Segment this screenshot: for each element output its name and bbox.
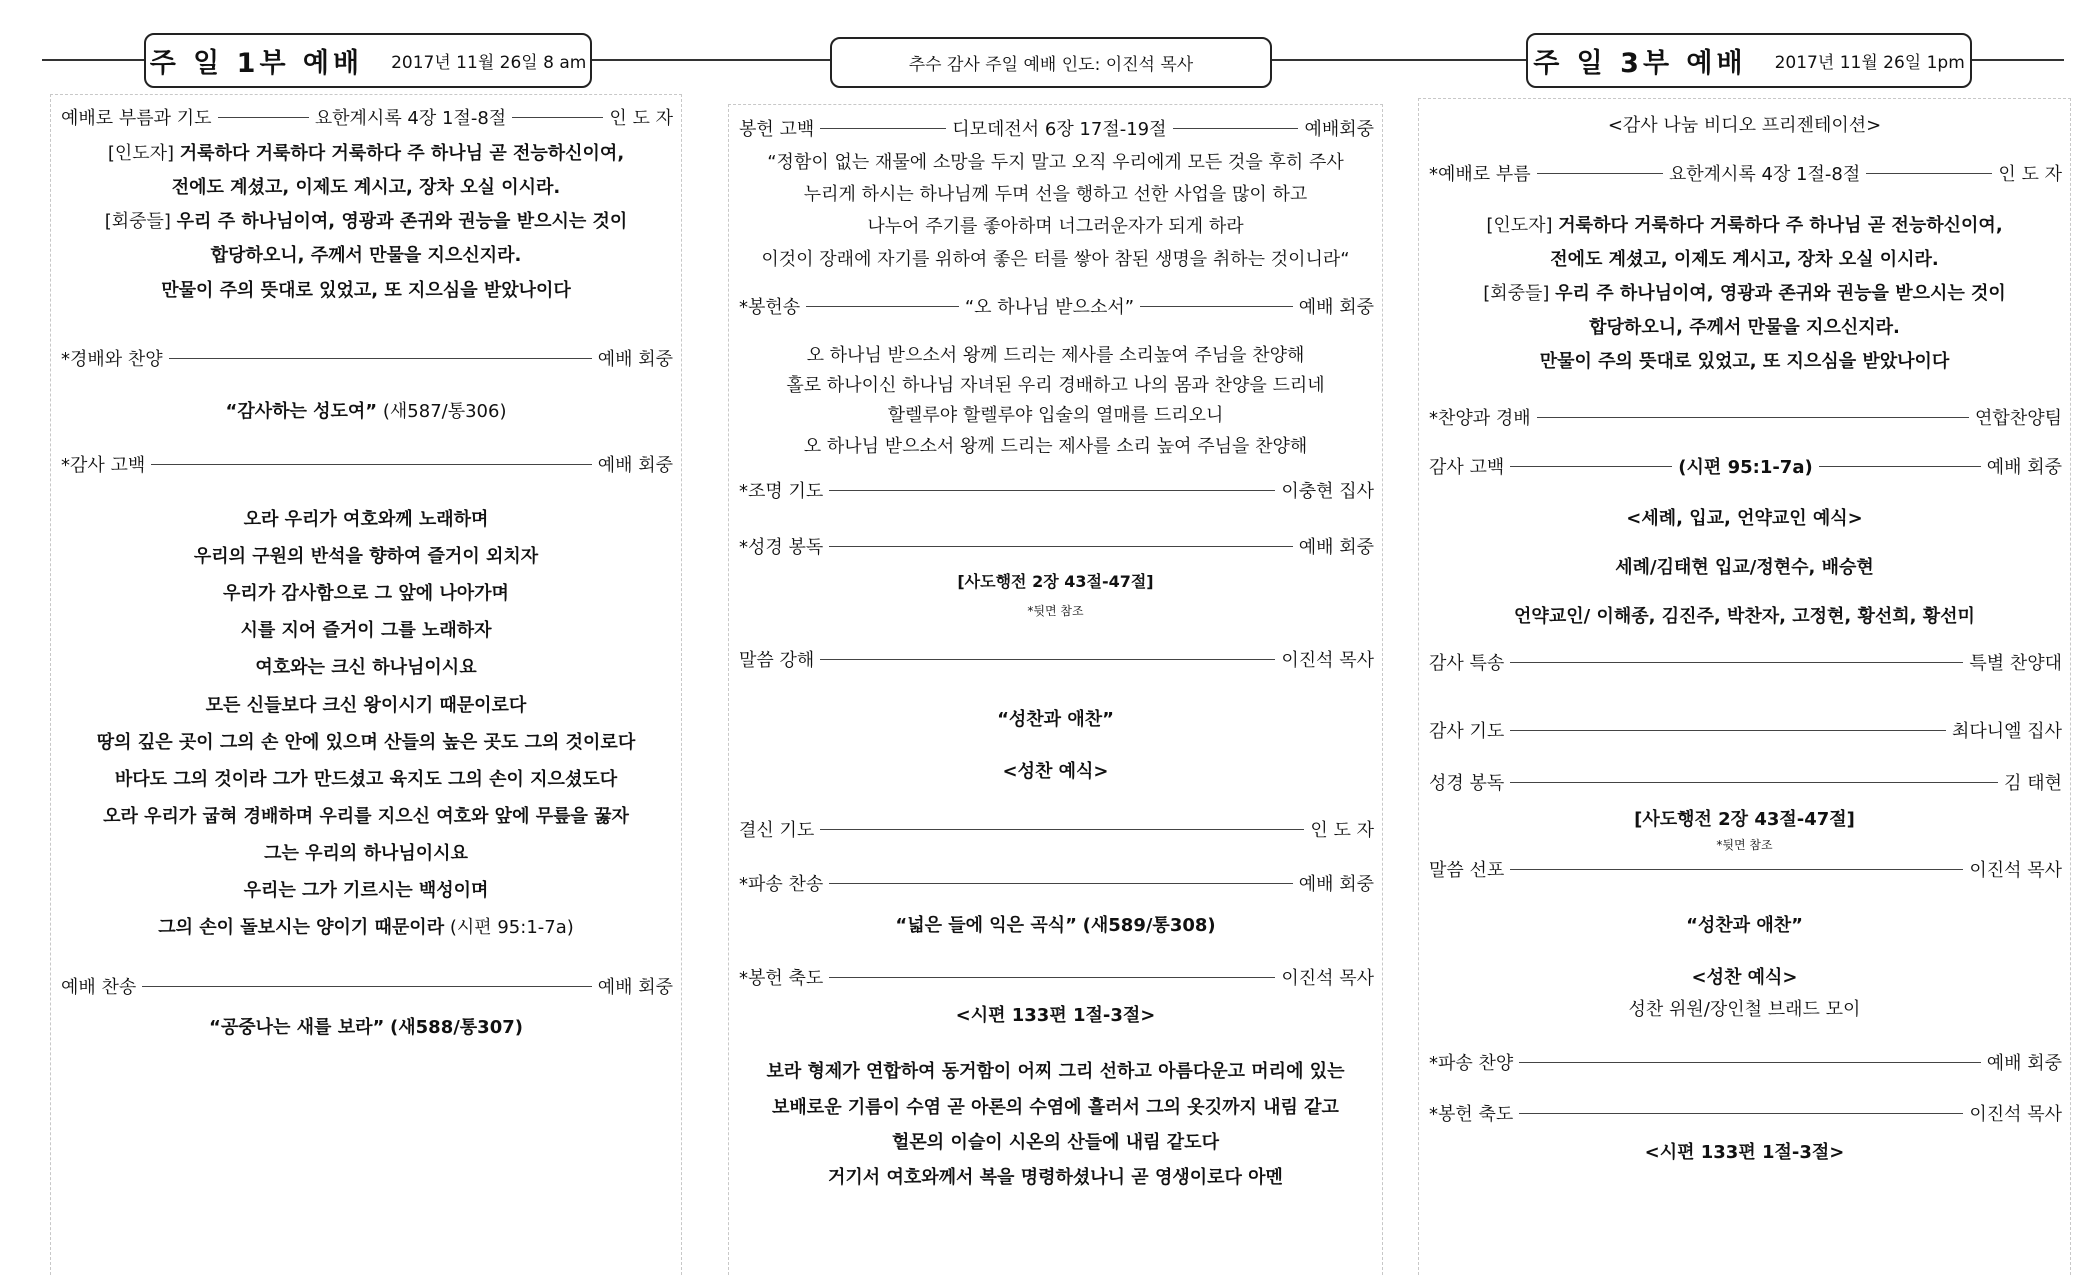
people-line-2: 합당하오니, 주께서 만물을 지으신지라. [210,245,522,266]
sermon-title: “성찬과 애찬” [1686,915,1803,936]
benediction-row: *봉헌 축도 이진석 목사 [1429,1104,2062,1125]
praise-song: “감사하는 성도여” (새587/통306) [225,401,507,422]
thanks-prayer-row: 감사 기도 최다니엘 집사 [1429,721,2062,742]
psalm-line: 오라 우리가 여호와께 노래하며 [243,509,489,530]
header-rule-right [1968,59,2064,61]
header-rule-left-mid [588,59,830,61]
psalm-line: 오라 우리가 굽혀 경배하며 우리를 지으신 여호와 앞에 무릎을 꿇자 [103,806,629,827]
video-presentation: <감사 나눔 비디오 프리젠테이션> [1607,115,1882,136]
scripture-ref: [사도행전 2장 43절-47절] [957,572,1154,591]
sending-song: “넓은 들에 익은 곡식” (새589/통308) [895,915,1216,936]
benediction-row: *봉헌 축도 이진석 목사 [739,968,1374,989]
service-3-header [1526,33,1972,88]
service-1-date: 2017년 11월 26일 8 am [391,53,587,73]
sermon-row: 말씀 선포 이진석 목사 [1429,860,2062,881]
psalm-line: 땅의 깊은 곳이 그의 손 안에 있으며 산들의 높은 곳도 그의 것이로다 [96,732,636,753]
thanks-confession-row: *감사 고백 예배 회중 [61,455,673,476]
hymn-row: 예배 찬송 예배 회중 [61,977,673,998]
offering-song-line: 오 하나님 받으소서 왕께 드리는 제사를 소리 높여 주님을 찬양해 [803,436,1308,457]
communion-committee: 성찬 위원/장인철 브래드 모이 [1628,999,1861,1020]
illumination-prayer-row: *조명 기도 이충현 집사 [739,481,1374,502]
call-to-worship-row: *예배로 부름 요한계시록 4장 1절-8절 인 도 자 [1429,164,2062,185]
leader-line-2: 전에도 계셨고, 이제도 계시고, 장차 오실 이시라. [171,177,561,198]
leader-line-1: [인도자] 거룩하다 거룩하다 거룩하다 주 하나님 곧 전능하신이여, [107,143,625,164]
sending-hymn-row: *파송 찬송 예배 회중 [739,874,1374,895]
call-to-worship-row: 예배로 부름과 기도 요한계시록 4장 1절-8절 인 도 자 [61,108,673,129]
offering-text-line: “정함이 없는 재물에 소망을 두지 말고 오직 우리에게 모든 것을 후히 주사 [767,152,1344,173]
offering-text-line: 나누어 주기를 좋아하며 너그러운자가 되게 하라 [867,216,1244,237]
worship-leader-text: 추수 감사 주일 예배 인도: 이진석 목사 [908,55,1194,75]
benediction-ref: <시편 133편 1절-3절> [955,1005,1156,1026]
hymn-song: “공중나는 새를 보라” (새588/통307) [209,1017,523,1038]
scripture-reading-row: *성경 봉독 예배 회중 [739,537,1374,558]
psalm-line: 모든 신들보다 크신 왕이시기 때문이로다 [205,695,527,716]
service-3-date: 2017년 11월 26일 1pm [1774,53,1965,73]
thanks-confession-row: 감사 고백 (시편 95:1-7a) 예배 회중 [1429,457,2063,478]
psalm-line: 우리의 구원의 반석을 향하여 즐거이 외치자 [193,546,539,567]
benediction-ref: <시편 133편 1절-3절> [1644,1142,1845,1163]
psalm-line: 그는 우리의 하나님이시요 [264,843,468,864]
service-1-column [50,94,682,1275]
scripture-ref: [사도행전 2장 43절-47절] [1634,809,1855,830]
benediction-line: 거기서 여호와께서 복을 명령하셨나니 곧 영생이로다 아멘 [828,1167,1283,1188]
offering-song-row: *봉헌송 “오 하나님 받으소서” 예배 회중 [739,297,1374,318]
people-line-1: [회중들] 우리 주 하나님이여, 영광과 존귀와 권능을 받으시는 것이 [1483,283,2006,304]
people-line-3: 만물이 주의 뜻대로 있었고, 또 지으심을 받았나이다 [1539,351,1950,372]
service-3-title: 주 일 3부 예배 [1533,48,1747,79]
rites-members: 언약교인/ 이해종, 김진주, 박찬자, 고정현, 황선희, 황선미 [1514,606,1975,627]
psalm-line: 우리가 감사함으로 그 앞에 나아가며 [223,583,509,604]
decision-prayer-row: 결신 기도 인 도 자 [739,820,1374,841]
center-column [728,104,1383,1275]
offering-confession-row: 봉헌 고백 디모데전서 6장 17절-19절 예배회중 [739,119,1374,140]
leader-line-2: 전에도 계셨고, 이제도 계시고, 장차 오실 이시라. [1550,249,1939,270]
people-line-3: 만물이 주의 뜻대로 있었고, 또 지으심을 받았나이다 [161,280,571,301]
psalm-line: 우리는 그가 기르시는 백성이며 [243,880,489,901]
praise-row: *경배와 찬양 예배 회중 [61,349,673,370]
psalm-line: 바다도 그의 것이라 그가 만드셨고 육지도 그의 손이 지으셨도다 [114,769,618,790]
scripture-note: *뒷면 참조 [1716,838,1773,852]
offering-song-line: 홀로 하나이신 하나님 자녀된 우리 경배하고 나의 몸과 찬양을 드리네 [786,375,1325,396]
scripture-reading-row: 성경 봉독 김 태현 [1429,773,2062,794]
special-song-row: 감사 특송 특별 찬양대 [1429,653,2062,674]
psalm-line: 여호와는 크신 하나님이시요 [255,657,477,678]
leader-line-1: [인도자] 거룩하다 거룩하다 거룩하다 주 하나님 곧 전능하신이여, [1486,215,2003,236]
people-line-1: [회중들] 우리 주 하나님이여, 영광과 존귀와 권능을 받으시는 것이 [104,211,628,232]
offering-song-line: 할렐루야 할렐루야 입술의 열매를 드리오니 [887,405,1224,426]
psalm-last-line: 그의 손이 돌보시는 양이기 때문이라 (시편 95:1-7a) [158,917,574,938]
sending-hymn-row: *파송 찬양 예배 회중 [1429,1053,2062,1074]
communion-title: <성찬 예식> [1002,761,1109,782]
benediction-line: 보배로운 기름이 수염 곧 아론의 수염에 흘러서 그의 옷깃까지 내림 같고 [772,1097,1339,1118]
psalm-line: 시를 지어 즐거이 그를 노래하자 [240,620,492,641]
sermon-row: 말씀 강해 이진석 목사 [739,650,1374,671]
praise-row: *찬양과 경배 연합찬양팀 [1429,408,2062,429]
offering-text-line: 누리게 하시는 하나님께 두며 선을 행하고 선한 사업을 많이 하고 [803,184,1308,205]
header-rule-right-mid [1268,59,1526,61]
service-1-title: 주 일 1부 예배 [149,48,364,79]
offering-song-line: 오 하나님 받으소서 왕께 드리는 제사를 소리높여 주님을 찬양해 [806,345,1305,366]
offering-text-line: 이것이 장래에 자기를 위하여 좋은 터를 쌓아 참된 생명을 취하는 것이니라“ [761,249,1350,270]
service-1-header [144,33,592,88]
rites-baptism: 세례/김태현 입교/정현수, 배승현 [1615,557,1874,578]
benediction-line: 보라 형제가 연합하여 동거함이 어찌 그리 선하고 아름다운고 머리에 있는 [766,1061,1345,1082]
service-3-column [1418,98,2071,1275]
rites-title: <세례, 입교, 언약교인 예식> [1626,508,1863,529]
sermon-title: “성찬과 애찬” [997,709,1114,730]
people-line-2: 합당하오니, 주께서 만물을 지으신지라. [1589,317,1900,338]
worship-leader-header [830,37,1272,88]
communion-title: <성찬 예식> [1691,967,1798,988]
benediction-line: 헐몬의 이슬이 시온의 산들에 내림 같도다 [892,1132,1219,1153]
header-rule-left [42,59,144,61]
scripture-note: *뒷면 참조 [1027,604,1084,618]
